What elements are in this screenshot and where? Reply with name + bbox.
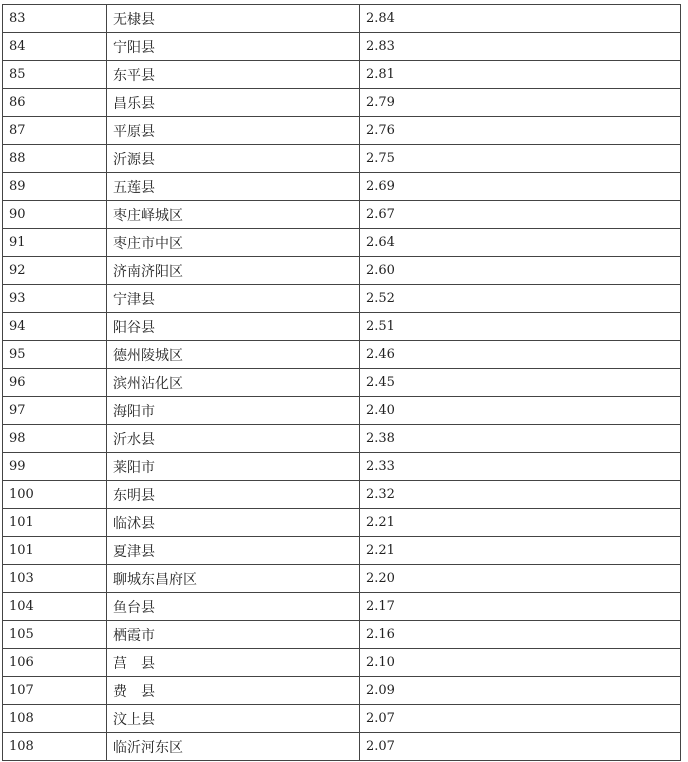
table-row: [3, 425, 681, 453]
county-name-cell: 海阳市: [107, 397, 360, 425]
county-name-cell: 沂水县: [107, 425, 360, 453]
score-cell: 2.46: [360, 341, 681, 369]
score-cell: 2.07: [360, 705, 681, 733]
table-row: [3, 593, 681, 621]
score-cell: 2.33: [360, 453, 681, 481]
table-row: [3, 145, 681, 173]
county-name-cell: 鱼台县: [107, 593, 360, 621]
score-cell: 2.81: [360, 61, 681, 89]
score-cell: 2.21: [360, 537, 681, 565]
score-cell: 2.64: [360, 229, 681, 257]
table-row: [3, 89, 681, 117]
rank-cell: 105: [3, 621, 107, 649]
score-cell: 2.84: [360, 5, 681, 33]
rank-cell: 85: [3, 61, 107, 89]
county-name-cell: 枣庄市中区: [107, 229, 360, 257]
table-row: [3, 621, 681, 649]
table-row: [3, 537, 681, 565]
rank-cell: 100: [3, 481, 107, 509]
table-row: [3, 481, 681, 509]
county-name-cell: 阳谷县: [107, 313, 360, 341]
rank-cell: 90: [3, 201, 107, 229]
rank-cell: 99: [3, 453, 107, 481]
county-name-cell: 济南济阳区: [107, 257, 360, 285]
rank-cell: 93: [3, 285, 107, 313]
county-name-cell: 临沭县: [107, 509, 360, 537]
table-row: [3, 341, 681, 369]
county-name-cell: 汶上县: [107, 705, 360, 733]
county-name-cell: 费 县: [107, 677, 360, 705]
score-cell: 2.09: [360, 677, 681, 705]
table-row: [3, 369, 681, 397]
score-cell: 2.21: [360, 509, 681, 537]
rank-cell: 88: [3, 145, 107, 173]
rank-cell: 108: [3, 705, 107, 733]
rank-cell: 101: [3, 537, 107, 565]
rank-cell: 91: [3, 229, 107, 257]
score-cell: 2.79: [360, 89, 681, 117]
score-cell: 2.38: [360, 425, 681, 453]
county-name-cell: 宁津县: [107, 285, 360, 313]
table-row: [3, 705, 681, 733]
table-row: [3, 117, 681, 145]
table-row: [3, 677, 681, 705]
rank-cell: 106: [3, 649, 107, 677]
table-row: [3, 257, 681, 285]
score-cell: 2.83: [360, 33, 681, 61]
rank-cell: 95: [3, 341, 107, 369]
county-name-cell: 聊城东昌府区: [107, 565, 360, 593]
county-name-cell: 栖霞市: [107, 621, 360, 649]
rank-cell: 86: [3, 89, 107, 117]
table-row: [3, 173, 681, 201]
rank-cell: 92: [3, 257, 107, 285]
score-cell: 2.07: [360, 733, 681, 761]
table-row: [3, 397, 681, 425]
rank-cell: 97: [3, 397, 107, 425]
county-name-cell: 沂源县: [107, 145, 360, 173]
score-cell: 2.52: [360, 285, 681, 313]
score-cell: 2.32: [360, 481, 681, 509]
score-cell: 2.60: [360, 257, 681, 285]
county-name-cell: 莱阳市: [107, 453, 360, 481]
county-name-cell: 昌乐县: [107, 89, 360, 117]
county-name-cell: 东平县: [107, 61, 360, 89]
rank-cell: 104: [3, 593, 107, 621]
rank-cell: 94: [3, 313, 107, 341]
county-name-cell: 五莲县: [107, 173, 360, 201]
county-name-cell: 莒 县: [107, 649, 360, 677]
score-cell: 2.69: [360, 173, 681, 201]
score-cell: 2.51: [360, 313, 681, 341]
county-name-cell: 宁阳县: [107, 33, 360, 61]
rank-cell: 87: [3, 117, 107, 145]
score-cell: 2.17: [360, 593, 681, 621]
rank-cell: 107: [3, 677, 107, 705]
score-cell: 2.10: [360, 649, 681, 677]
table-row: [3, 733, 681, 761]
score-cell: 2.45: [360, 369, 681, 397]
score-cell: 2.75: [360, 145, 681, 173]
table-row: [3, 33, 681, 61]
table-row: [3, 61, 681, 89]
table-row: [3, 285, 681, 313]
rank-cell: 83: [3, 5, 107, 33]
table-row: [3, 453, 681, 481]
ranking-table: [2, 4, 681, 761]
table-row: [3, 201, 681, 229]
table-row: [3, 229, 681, 257]
county-name-cell: 德州陵城区: [107, 341, 360, 369]
county-name-cell: 平原县: [107, 117, 360, 145]
rank-cell: 103: [3, 565, 107, 593]
rank-cell: 108: [3, 733, 107, 761]
score-cell: 2.40: [360, 397, 681, 425]
county-name-cell: 无棣县: [107, 5, 360, 33]
rank-cell: 89: [3, 173, 107, 201]
table-row: [3, 509, 681, 537]
table-row: [3, 313, 681, 341]
county-name-cell: 东明县: [107, 481, 360, 509]
score-cell: 2.76: [360, 117, 681, 145]
county-name-cell: 临沂河东区: [107, 733, 360, 761]
county-name-cell: 枣庄峄城区: [107, 201, 360, 229]
rank-cell: 96: [3, 369, 107, 397]
county-name-cell: 滨州沾化区: [107, 369, 360, 397]
table-row: [3, 5, 681, 33]
rank-cell: 98: [3, 425, 107, 453]
rank-cell: 101: [3, 509, 107, 537]
rank-cell: 84: [3, 33, 107, 61]
ranking-table-body: [3, 5, 681, 761]
score-cell: 2.16: [360, 621, 681, 649]
table-row: [3, 565, 681, 593]
score-cell: 2.20: [360, 565, 681, 593]
county-name-cell: 夏津县: [107, 537, 360, 565]
table-row: [3, 649, 681, 677]
score-cell: 2.67: [360, 201, 681, 229]
